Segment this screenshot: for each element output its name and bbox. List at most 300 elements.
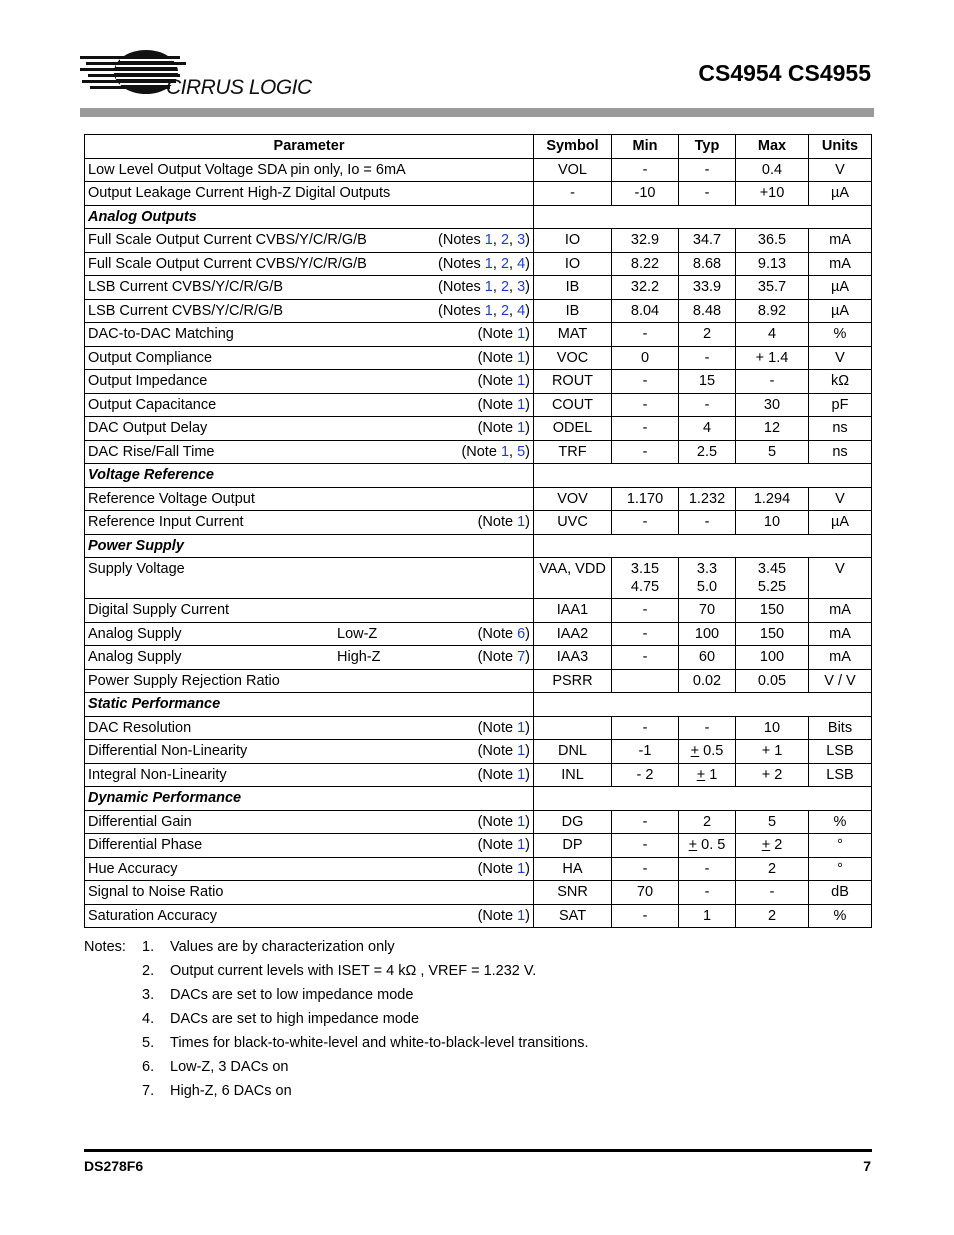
units-value: ° bbox=[837, 837, 843, 854]
table-row bbox=[85, 158, 872, 182]
units-cell bbox=[809, 763, 872, 787]
note-text: Values are by characterization only bbox=[170, 939, 395, 955]
note-reference: (Note 1) bbox=[477, 766, 530, 783]
typ-cell bbox=[679, 417, 736, 441]
typ-cell bbox=[679, 346, 736, 370]
symbol-cell bbox=[534, 810, 612, 834]
header-rule bbox=[80, 108, 874, 117]
parameter-name: DAC-to-DAC Matching bbox=[88, 326, 234, 343]
units-cell bbox=[809, 487, 872, 511]
units-value: ns bbox=[832, 420, 848, 437]
note-reference: (Note 1) bbox=[477, 373, 530, 389]
max-cell bbox=[736, 276, 809, 300]
symbol-cell bbox=[534, 370, 612, 394]
note-prefix: (Note bbox=[477, 719, 518, 736]
parameter-name: Output Capacitance bbox=[88, 396, 217, 413]
section-spacer bbox=[534, 787, 872, 811]
symbol-cell bbox=[534, 182, 612, 206]
table-row bbox=[85, 622, 872, 646]
typ-value: 3.3 bbox=[696, 561, 718, 577]
document-id: DS278F6 bbox=[84, 1158, 144, 1174]
symbol-cell bbox=[534, 323, 612, 347]
units-cell bbox=[809, 346, 872, 370]
max-value: 0.05 bbox=[757, 672, 787, 689]
note-text: Times for black-to-white-level and white-to-black-level transitions. bbox=[170, 1035, 589, 1051]
note-link: 1 bbox=[517, 860, 526, 877]
section-row bbox=[85, 534, 872, 558]
parameter-name: Hue Accuracy bbox=[88, 860, 178, 877]
note-reference: (Note 1) bbox=[477, 907, 530, 924]
table-row bbox=[85, 716, 872, 740]
min-value: - 2 bbox=[636, 766, 654, 783]
note-prefix: (Note bbox=[477, 813, 518, 830]
units-cell bbox=[809, 370, 872, 394]
max-value: 36.5 bbox=[757, 232, 787, 249]
units-value: % bbox=[833, 907, 847, 924]
note-reference: (Note 1) bbox=[477, 326, 530, 342]
note-link: 1 bbox=[484, 302, 493, 319]
max-cell bbox=[736, 716, 809, 740]
parameter-cell bbox=[85, 487, 534, 511]
typ-value: 5.0 bbox=[696, 579, 718, 595]
section-heading: Dynamic Performance bbox=[85, 787, 534, 811]
table-row bbox=[85, 487, 872, 511]
max-cell bbox=[736, 370, 809, 394]
note-prefix: (Notes bbox=[438, 255, 485, 272]
page-number: 7 bbox=[863, 1158, 871, 1174]
typ-value: + 0.5 bbox=[690, 743, 724, 760]
min-cell bbox=[612, 440, 679, 464]
section-spacer bbox=[534, 534, 872, 558]
units-cell bbox=[809, 440, 872, 464]
parameter-cell bbox=[85, 763, 534, 787]
max-value: 10 bbox=[763, 719, 781, 736]
min-value: - bbox=[642, 649, 648, 666]
symbol-value: UVC bbox=[557, 514, 588, 531]
units-cell bbox=[809, 393, 872, 417]
symbol-cell bbox=[534, 511, 612, 535]
header-symbol: Symbol bbox=[534, 135, 612, 159]
units-value: mA bbox=[829, 232, 851, 249]
note-number: 2. bbox=[142, 963, 155, 979]
note-text: DACs are set to low impedance mode bbox=[170, 987, 414, 1003]
units-cell bbox=[809, 622, 872, 646]
symbol-cell bbox=[534, 558, 612, 599]
units-value: mA bbox=[829, 602, 851, 619]
logo-wordmark: CIRRUS LOGIC bbox=[166, 76, 312, 99]
note-link: 1 bbox=[517, 396, 526, 413]
min-value: - bbox=[642, 396, 648, 413]
max-cell bbox=[736, 622, 809, 646]
max-value: 5 bbox=[767, 813, 777, 830]
note-prefix: (Note bbox=[477, 837, 518, 853]
units-cell bbox=[809, 323, 872, 347]
symbol-value: IO bbox=[564, 232, 581, 249]
parameter-name: Integral Non-Linearity bbox=[88, 766, 227, 783]
parameter-name: LSB Current CVBS/Y/C/R/G/B bbox=[88, 302, 284, 319]
symbol-value: IB bbox=[565, 302, 580, 319]
typ-value: 1 bbox=[702, 907, 712, 924]
typ-value: 60 bbox=[698, 649, 716, 666]
note-number: 7. bbox=[142, 1083, 155, 1099]
symbol-cell bbox=[534, 229, 612, 253]
units-value: mA bbox=[829, 625, 851, 642]
parameter-name: Power Supply Rejection Ratio bbox=[88, 672, 280, 689]
parameter-name: Full Scale Output Current CVBS/Y/C/R/G/B bbox=[88, 232, 367, 249]
note-reference: (Notes 1, 2, 4) bbox=[438, 255, 530, 272]
min-cell bbox=[612, 740, 679, 764]
table-row bbox=[85, 763, 872, 787]
units-value: V bbox=[835, 161, 845, 178]
typ-cell bbox=[679, 669, 736, 693]
typ-value: + 1 bbox=[696, 766, 718, 783]
note-prefix: (Note bbox=[477, 514, 518, 530]
max-cell bbox=[736, 669, 809, 693]
symbol-value: HA bbox=[562, 860, 583, 877]
max-cell bbox=[736, 599, 809, 623]
note-prefix: (Note bbox=[477, 766, 518, 783]
note-prefix: (Note bbox=[477, 420, 518, 436]
table-row bbox=[85, 904, 872, 928]
table-row bbox=[85, 346, 872, 370]
typ-cell bbox=[679, 834, 736, 858]
max-value: 2 bbox=[767, 860, 777, 877]
table-row bbox=[85, 417, 872, 441]
table-body bbox=[85, 158, 872, 928]
parameter-cell bbox=[85, 346, 534, 370]
typ-cell bbox=[679, 440, 736, 464]
parameter-cell bbox=[85, 599, 534, 623]
typ-value: 70 bbox=[698, 602, 716, 619]
min-value: - bbox=[642, 860, 648, 877]
units-cell bbox=[809, 646, 872, 670]
min-cell bbox=[612, 834, 679, 858]
min-cell bbox=[612, 669, 679, 693]
symbol-value: TRF bbox=[558, 443, 587, 460]
note-link: 1 bbox=[517, 373, 526, 389]
units-cell bbox=[809, 229, 872, 253]
typ-value: - bbox=[704, 396, 710, 413]
typ-cell bbox=[679, 881, 736, 905]
max-cell bbox=[736, 511, 809, 535]
parameter-cell bbox=[85, 440, 534, 464]
typ-cell bbox=[679, 229, 736, 253]
units-value: % bbox=[833, 326, 847, 343]
units-cell bbox=[809, 669, 872, 693]
note-link: 3 bbox=[517, 279, 526, 295]
parameter-cell bbox=[85, 252, 534, 276]
units-value: ° bbox=[837, 860, 843, 877]
note-reference: (Note 1) bbox=[477, 860, 530, 877]
units-cell bbox=[809, 599, 872, 623]
min-cell bbox=[612, 299, 679, 323]
parameter-name: Differential Phase bbox=[88, 837, 203, 854]
note-link: 1 bbox=[517, 907, 526, 924]
symbol-value: DG bbox=[561, 813, 584, 830]
symbol-cell bbox=[534, 276, 612, 300]
min-cell bbox=[612, 276, 679, 300]
units-cell bbox=[809, 810, 872, 834]
typ-cell bbox=[679, 740, 736, 764]
note-number: 3. bbox=[142, 987, 155, 1003]
note-prefix: (Note bbox=[477, 326, 518, 342]
units-cell bbox=[809, 182, 872, 206]
typ-value: - bbox=[704, 884, 710, 901]
units-cell bbox=[809, 716, 872, 740]
parameter-cell bbox=[85, 182, 534, 206]
max-cell bbox=[736, 229, 809, 253]
header-parameter: Parameter bbox=[85, 135, 534, 159]
table-row bbox=[85, 252, 872, 276]
note-reference: (Note 1) bbox=[477, 837, 530, 853]
min-value: - bbox=[642, 625, 648, 642]
min-value: - bbox=[642, 161, 648, 178]
typ-value: + 0. 5 bbox=[688, 837, 726, 854]
note-link: 6 bbox=[517, 625, 526, 642]
min-cell bbox=[612, 646, 679, 670]
symbol-cell bbox=[534, 346, 612, 370]
typ-cell bbox=[679, 276, 736, 300]
max-cell bbox=[736, 646, 809, 670]
note-link: 2 bbox=[500, 279, 510, 295]
note-link: 1 bbox=[500, 443, 510, 460]
min-cell bbox=[612, 346, 679, 370]
typ-cell bbox=[679, 370, 736, 394]
min-value: -1 bbox=[638, 743, 652, 760]
units-value: mA bbox=[829, 649, 851, 666]
typ-cell bbox=[679, 299, 736, 323]
note-prefix: (Notes bbox=[438, 279, 485, 295]
parameter-name: Signal to Noise Ratio bbox=[88, 884, 224, 901]
units-value: % bbox=[833, 813, 847, 830]
section-heading: Voltage Reference bbox=[85, 464, 534, 488]
typ-value: 34.7 bbox=[692, 232, 722, 249]
note-number: 6. bbox=[142, 1059, 155, 1075]
note-link: 1 bbox=[517, 837, 526, 853]
parameter-condition: High-Z bbox=[337, 649, 381, 665]
note-prefix: (Notes bbox=[438, 232, 485, 248]
note-text: DACs are set to high impedance mode bbox=[170, 1011, 420, 1027]
parameter-cell bbox=[85, 393, 534, 417]
max-cell bbox=[736, 393, 809, 417]
note-reference: (Note 1) bbox=[477, 514, 530, 530]
units-value: V bbox=[835, 349, 845, 366]
max-value: 12 bbox=[763, 420, 781, 437]
note-link: 1 bbox=[517, 743, 526, 759]
min-value: - bbox=[642, 719, 648, 736]
max-cell bbox=[736, 881, 809, 905]
note-prefix: (Note bbox=[477, 860, 518, 877]
typ-value: 2 bbox=[702, 813, 712, 830]
section-row bbox=[85, 787, 872, 811]
parameter-name: Reference Input Current bbox=[88, 514, 244, 531]
max-cell bbox=[736, 158, 809, 182]
min-cell bbox=[612, 370, 679, 394]
min-cell bbox=[612, 417, 679, 441]
units-cell bbox=[809, 158, 872, 182]
min-cell bbox=[612, 810, 679, 834]
parameter-name: DAC Output Delay bbox=[88, 420, 208, 437]
max-value: + 2 bbox=[761, 837, 783, 854]
notes-label: Notes: bbox=[84, 939, 126, 955]
typ-value: 1.232 bbox=[688, 490, 726, 507]
table-row bbox=[85, 881, 872, 905]
units-value: LSB bbox=[826, 766, 854, 783]
parameter-name: Output Leakage Current High-Z Digital Outputs bbox=[88, 185, 391, 202]
note-reference: (Note 1) bbox=[477, 420, 530, 436]
min-value: - bbox=[642, 907, 648, 924]
min-value: 32.9 bbox=[630, 232, 660, 249]
symbol-cell bbox=[534, 669, 612, 693]
units-value: dB bbox=[831, 884, 849, 901]
typ-value: 8.68 bbox=[692, 255, 722, 272]
note-link: 2 bbox=[500, 232, 510, 248]
note-reference: (Note 7) bbox=[477, 649, 530, 665]
max-value: 5 bbox=[767, 443, 777, 460]
note-reference: (Note 1) bbox=[477, 719, 530, 736]
symbol-value: ODEL bbox=[552, 420, 593, 437]
header-min: Min bbox=[612, 135, 679, 159]
typ-value: 100 bbox=[694, 625, 720, 642]
typ-cell bbox=[679, 158, 736, 182]
document-title: CS4954 CS4955 bbox=[698, 60, 871, 86]
max-cell bbox=[736, 346, 809, 370]
note-text: High-Z, 6 DACs on bbox=[170, 1083, 292, 1099]
symbol-cell bbox=[534, 881, 612, 905]
min-cell bbox=[612, 904, 679, 928]
min-cell bbox=[612, 599, 679, 623]
note-reference: (Notes 1, 2, 4) bbox=[438, 302, 530, 319]
parameter-cell bbox=[85, 646, 534, 670]
max-cell bbox=[736, 299, 809, 323]
parameter-name: Differential Gain bbox=[88, 813, 192, 830]
parameter-cell bbox=[85, 904, 534, 928]
note-link: 2 bbox=[500, 255, 510, 272]
typ-cell bbox=[679, 323, 736, 347]
symbol-value: VAA, VDD bbox=[539, 561, 606, 577]
min-value: 70 bbox=[636, 884, 654, 901]
table-row bbox=[85, 599, 872, 623]
parameter-cell bbox=[85, 299, 534, 323]
note-number: 5. bbox=[142, 1035, 155, 1051]
note-prefix: (Note bbox=[477, 396, 518, 413]
parameter-cell bbox=[85, 669, 534, 693]
section-row bbox=[85, 205, 872, 229]
note-link: 1 bbox=[517, 719, 526, 736]
typ-value: - bbox=[704, 161, 710, 178]
symbol-value: IAA3 bbox=[556, 649, 589, 666]
note-reference: (Note 6) bbox=[477, 625, 530, 642]
max-value: - bbox=[769, 373, 775, 390]
symbol-cell bbox=[534, 599, 612, 623]
note-link: 4 bbox=[517, 255, 526, 272]
min-cell bbox=[612, 252, 679, 276]
min-cell bbox=[612, 182, 679, 206]
section-row bbox=[85, 693, 872, 717]
units-value: kΩ bbox=[830, 373, 850, 390]
note-link: 1 bbox=[517, 766, 526, 783]
note-prefix: (Note bbox=[461, 443, 501, 460]
units-value: µA bbox=[830, 279, 850, 296]
min-value: - bbox=[642, 602, 648, 619]
min-cell bbox=[612, 511, 679, 535]
max-value: 35.7 bbox=[757, 279, 787, 296]
symbol-value: COUT bbox=[551, 396, 594, 413]
max-cell bbox=[736, 417, 809, 441]
max-cell bbox=[736, 252, 809, 276]
units-value: ns bbox=[832, 443, 848, 460]
parameter-cell bbox=[85, 417, 534, 441]
max-value: 30 bbox=[763, 396, 781, 413]
typ-cell bbox=[679, 716, 736, 740]
symbol-value: SNR bbox=[557, 884, 588, 901]
typ-cell bbox=[679, 393, 736, 417]
units-cell bbox=[809, 252, 872, 276]
specifications-table bbox=[84, 134, 872, 928]
symbol-cell bbox=[534, 440, 612, 464]
units-cell bbox=[809, 417, 872, 441]
parameter-name: Full Scale Output Current CVBS/Y/C/R/G/B bbox=[88, 255, 367, 272]
typ-cell bbox=[679, 558, 736, 599]
min-value: - bbox=[642, 514, 648, 531]
max-cell bbox=[736, 834, 809, 858]
max-value: + 1 bbox=[761, 743, 783, 760]
note-link: 5 bbox=[517, 443, 526, 460]
units-value: µA bbox=[830, 514, 850, 531]
max-value: 4 bbox=[767, 326, 777, 343]
parameter-cell bbox=[85, 881, 534, 905]
units-value: LSB bbox=[826, 743, 854, 760]
section-spacer bbox=[534, 205, 872, 229]
max-value: +10 bbox=[759, 185, 785, 202]
typ-cell bbox=[679, 622, 736, 646]
note-reference: (Notes 1, 2, 3) bbox=[438, 232, 530, 248]
max-value: + 2 bbox=[761, 766, 783, 783]
parameter-name: Digital Supply Current bbox=[88, 602, 230, 619]
min-value: 8.22 bbox=[630, 255, 660, 272]
parameter-cell bbox=[85, 716, 534, 740]
min-value: 3.15 bbox=[630, 561, 660, 577]
symbol-cell bbox=[534, 763, 612, 787]
symbol-value: DNL bbox=[557, 743, 587, 760]
parameter-cell bbox=[85, 810, 534, 834]
parameter-cell bbox=[85, 511, 534, 535]
parameter-name: Supply Voltage bbox=[88, 561, 185, 577]
symbol-cell bbox=[534, 252, 612, 276]
typ-value: 2.5 bbox=[696, 443, 718, 460]
min-value: - bbox=[642, 813, 648, 830]
min-cell bbox=[612, 857, 679, 881]
units-value: mA bbox=[829, 255, 851, 272]
symbol-value: PSRR bbox=[552, 672, 593, 689]
note-prefix: (Note bbox=[477, 743, 518, 759]
min-cell bbox=[612, 881, 679, 905]
max-cell bbox=[736, 182, 809, 206]
table-row bbox=[85, 646, 872, 670]
max-value: - bbox=[769, 884, 775, 901]
min-value: 0 bbox=[640, 349, 650, 366]
typ-cell bbox=[679, 599, 736, 623]
note-link: 3 bbox=[517, 232, 526, 248]
symbol-cell bbox=[534, 393, 612, 417]
symbol-value: DP bbox=[562, 837, 583, 854]
units-cell bbox=[809, 558, 872, 599]
parameter-name: Output Compliance bbox=[88, 349, 213, 366]
symbol-value: VOV bbox=[557, 490, 588, 507]
symbol-value: VOC bbox=[556, 349, 589, 366]
symbol-value: IB bbox=[565, 279, 580, 296]
min-value: - bbox=[642, 443, 648, 460]
